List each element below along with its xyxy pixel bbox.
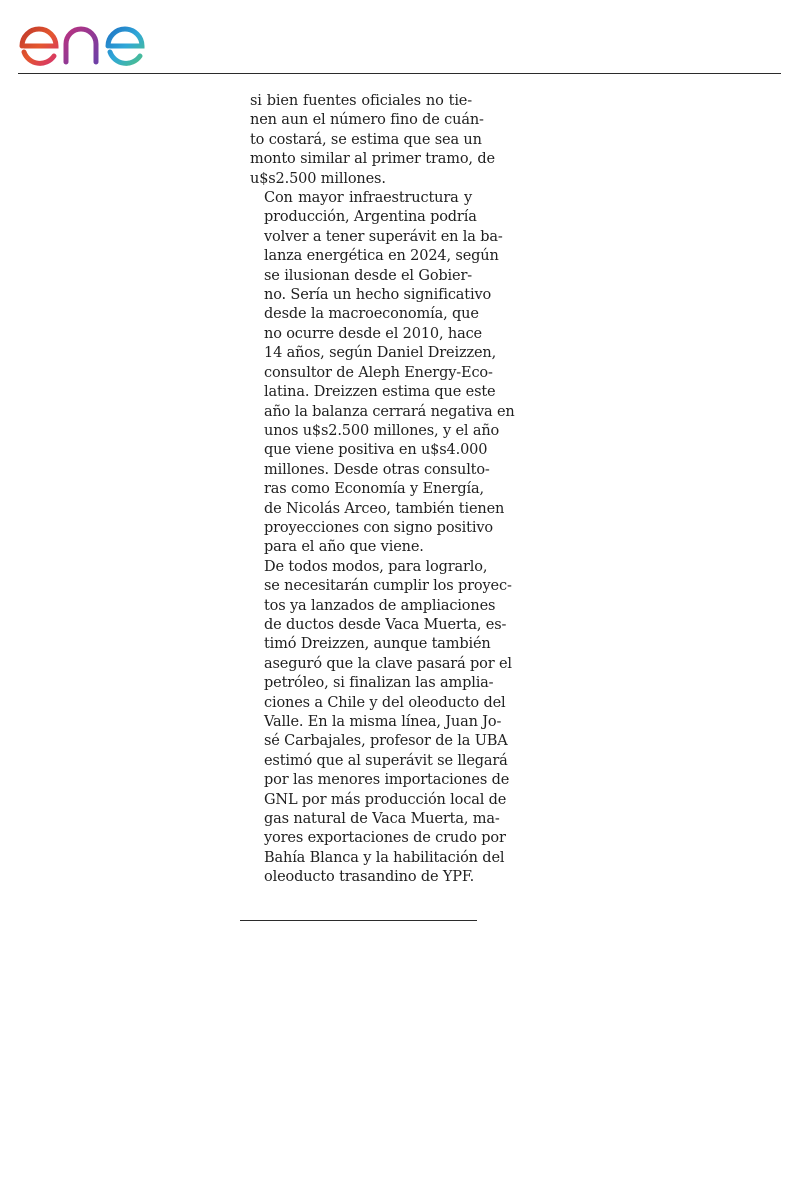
- text-line: oleoducto trasandino de YPF.: [264, 869, 475, 886]
- text-line: ciones a Chile y del oleoducto del: [264, 694, 506, 711]
- text-line: de ductos desde Vaca Muerta, es-: [264, 616, 507, 633]
- text-line: yores exportaciones de crudo por: [264, 830, 506, 847]
- text-line: consultor de Aleph Energy-Eco-: [264, 364, 493, 381]
- text-line: latina. Dreizzen estima que este: [264, 384, 496, 401]
- text-line: que viene positiva en u$s4.000: [264, 442, 488, 459]
- text-line: Bahía Blanca y la habilitación del: [264, 849, 505, 866]
- enel-logo: [18, 6, 180, 66]
- text-line: tos ya lanzados de ampliaciones: [264, 597, 496, 614]
- text-line: no. Sería un hecho significativo: [264, 287, 492, 304]
- text-line: estimó que al superávit se llegará: [264, 752, 508, 769]
- text-line: millones. Desde otras consulto-: [264, 461, 490, 478]
- text-line: no ocurre desde el 2010, hace: [264, 325, 482, 342]
- article-column: [250, 92, 515, 888]
- text-line: si bien fuentes oficiales no tie-: [250, 93, 472, 109]
- article-paragraph: [250, 189, 515, 558]
- text-line: producción, Argentina podría: [264, 209, 477, 226]
- text-line: desde la macroeconomía, que: [264, 306, 479, 323]
- text-line: lanza energética en 2024, según: [264, 248, 499, 265]
- text-line: año la balanza cerrará negativa en: [264, 403, 515, 420]
- header-divider: [18, 73, 781, 74]
- text-line: para el año que viene.: [264, 539, 424, 556]
- article-end-divider: [240, 920, 477, 921]
- text-line: GNL por más producción local de: [264, 791, 507, 808]
- text-line: de Nicolás Arceo, también tienen: [264, 500, 505, 517]
- text-line: petróleo, si finalizan las amplia-: [264, 675, 494, 692]
- text-line: aseguró que la clave pasará por el: [264, 655, 512, 672]
- text-line: se necesitarán cumplir los proyec-: [264, 578, 512, 595]
- text-line: 14 años, según Daniel Dreizzen,: [264, 345, 497, 362]
- text-line: proyecciones con signo positivo: [264, 519, 493, 536]
- text-line: nen aun el número fino de cuán-: [250, 112, 484, 129]
- text-line: to costará, se estima que sea un: [250, 131, 482, 148]
- text-line: Valle. En la misma línea, Juan Jo-: [264, 714, 502, 730]
- text-line: De todos modos, para lograrlo,: [264, 558, 488, 575]
- text-line: gas natural de Vaca Muerta, ma-: [264, 811, 500, 828]
- logo-letter-n: [66, 29, 96, 62]
- text-line: Con mayor infraestructura y: [264, 190, 472, 207]
- text-line: u$s2.500 millones.: [250, 170, 386, 187]
- text-line: unos u$s2.500 millones, y el año: [264, 422, 500, 439]
- text-line: ras como Economía y Energía,: [264, 481, 484, 498]
- text-line: por las menores importaciones de: [264, 772, 510, 789]
- logo-letter-e1: [22, 29, 56, 63]
- text-line: se ilusionan desde el Gobier-: [264, 267, 472, 284]
- article-paragraph: [250, 92, 495, 189]
- text-line: monto similar al primer tramo, de: [250, 151, 495, 168]
- logo-letter-e2: [108, 29, 142, 63]
- text-line: sé Carbajales, profesor de la UBA: [264, 733, 508, 750]
- text-line: timó Dreizzen, aunque también: [264, 636, 491, 653]
- article-paragraph: [250, 558, 512, 888]
- text-line: volver a tener superávit en la ba-: [264, 228, 503, 245]
